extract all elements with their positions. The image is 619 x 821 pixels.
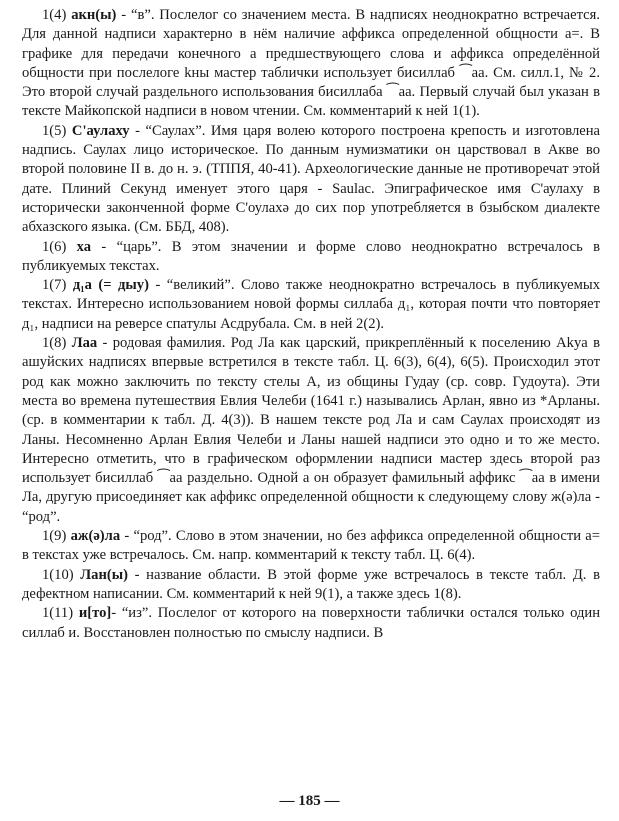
paragraph-number: 1(5)	[42, 122, 67, 139]
paragraph-text: - “великий”. Слово также неоднократно встречалось в публикуемых текстах. Интересно использованием новой формы силлаба д₁, которая почти что повторяет д₁, надписи на реверсе спатулы Асдрубала. См. в ней 2(2).	[22, 277, 601, 332]
comment-paragraph	[22, 334, 600, 527]
paragraph-number: 1(9)	[42, 528, 67, 545]
paragraph-text: - “Саулах”. Имя царя волею которого построена крепость и изготовлена надпись. Саулах лицо историческое. По данным нумизматики он царствовал в Акве во второй половине II в. до н. э. (ТППЯ, 40-41). Археологические данные не противоречат этой дате. Плиний Секунд именует этого царя - Saulac. Эпиграфическое имя С'аулаху в исторически законченной форме С'оулахә до сих пор употребляется в бзыбском диалекте абхазского языка. (См. ББД, 408).	[22, 122, 600, 236]
paragraph-term: и[то]	[78, 605, 112, 622]
comment-paragraph	[22, 276, 600, 334]
paragraph-term: С'аулаху	[71, 122, 130, 139]
paragraph-term: аж(ә)ла	[70, 528, 121, 545]
paragraph-term: акн(ы)	[71, 7, 117, 23]
paragraph-number: 1(10)	[42, 566, 74, 583]
paragraph-term: д₁а (= дыу)	[72, 277, 149, 294]
page-body	[22, 6, 600, 643]
paragraph-number: 1(8)	[42, 335, 67, 352]
paragraph-number: 1(4)	[42, 7, 67, 23]
paragraph-text: - “в”. Послелог со значением места. В надписях неоднократно встречается. Для данной надписи характерно в нём наличие аффикса определенной общности а=. В графике для передачи конечного а предшествующего слова и аффикса определённой общности при послелоге kны мастер таблички использует бисиллаб ⁀аа. См. силл.1, № 2. Это второй случай раздельного использования бисиллаба ⁀аа. Первый случай был указан в тексте Майкопской надписи в новом чтении. См. комментарий к ней 1(1).	[22, 7, 601, 120]
paragraph-number: 1(7)	[42, 277, 67, 294]
comment-paragraph	[22, 604, 600, 643]
paragraph-text: - название области. В этой форме уже встречалось в тексте табл. Д. в дефектном написании. См. комментарий к ней 9(1), а также здесь 1(8).	[22, 566, 600, 602]
comment-paragraph	[22, 6, 600, 122]
comment-paragraph	[22, 238, 600, 277]
paragraph-term: ха	[76, 238, 92, 255]
paragraph-text: - “род”. Слово в этом значении, но без аффикса определенной общности а= в текстах уже встречалось. См. напр. комментарий к тексту табл. Ц. 6(4).	[22, 528, 600, 564]
paragraph-text: - родовая фамилия. Род Ла как царский, прикреплённый к поселению Akya в ашуйских надписях впервые встретился в тексте табл. Ц. 6(3), 6(4), 6(5). Происходил этот род как можно заключить по тексту стелы А, из общины Гудау (ср. совр. Гудоута). Эти места во времена путешествия Евлия Челеби (1641 г.) назывались Арлан, явно из *Арланы. (ср. в комментарии к табл. Д. 4(3)). В нашем тексте род Ла и сам Саулах происходят из Ланы. Несомненно Арлан Евлия Челеби и Ланы нашей надписи это одно и то же место. Интересно отметить, что в графическом оформлении надписи мастер здесь второй раз использует бисиллаб ⁀аа раздельно. Одной а он образует фамильный аффикс ⁀аа в имени Ла, другую присоединяет как аффикс определенной общности к следующему слову ж(ә)ла - “род”.	[22, 335, 600, 525]
paragraph-term: Лан(ы)	[80, 566, 128, 583]
paragraph-text: - “царь”. В этом значении и форме слово неоднократно встречалось в публикуемых текстах.	[22, 238, 600, 274]
comment-paragraph	[22, 527, 600, 566]
paragraph-text: - “из”. Послелог от которого на поверхности таблички остался только один силлаб и. Восстановлен полностью по смыслу надписи. В	[22, 605, 600, 641]
paragraph-number: 1(11)	[42, 605, 74, 622]
paragraph-number: 1(6)	[42, 238, 67, 255]
paragraph-term: Лаа	[71, 335, 98, 352]
comment-paragraph	[22, 566, 600, 605]
comment-paragraph	[22, 122, 600, 238]
page-number: — 185 —	[279, 793, 340, 809]
